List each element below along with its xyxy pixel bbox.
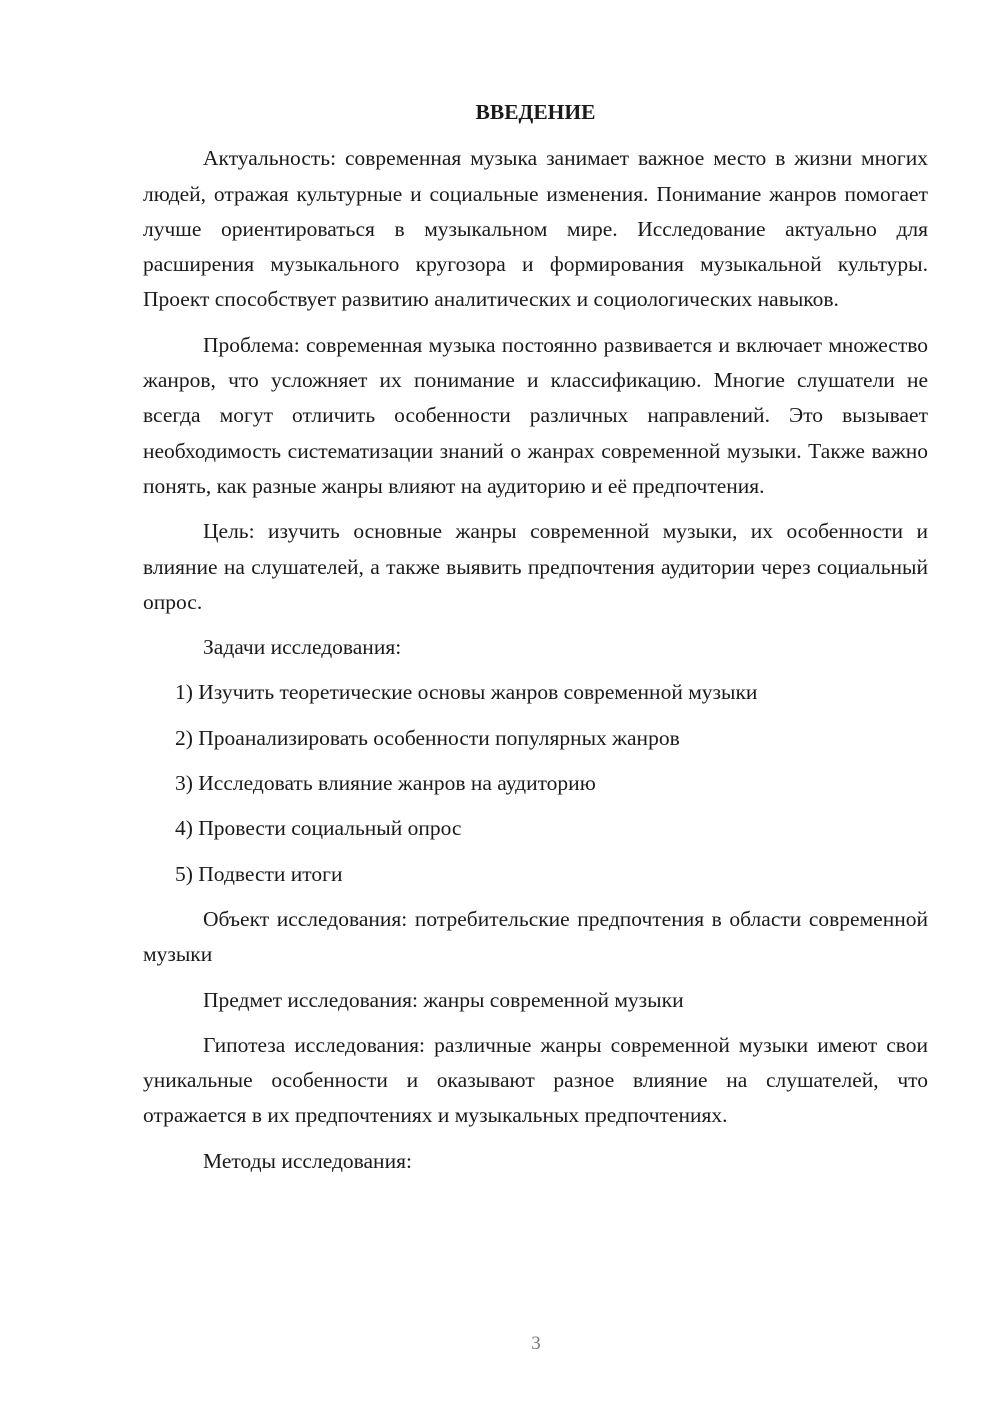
section-title: ВВЕДЕНИЕ: [475, 100, 596, 124]
methods-heading: Методы исследования:: [203, 1148, 412, 1173]
task-item-5: 5) Подвести итоги: [175, 861, 343, 886]
page-number: 3: [531, 1333, 541, 1354]
task-item-1: 1) Изучить теоретические основы жанров современной музыки: [175, 680, 758, 705]
document-page: [143, 95, 928, 1179]
object-paragraph: Объект исследования: потребительские предпочтения в области современной музыки: [143, 906, 928, 967]
task-item-2: 2) Проанализировать особенности популярных жанров: [175, 725, 680, 750]
problem-paragraph: Проблема: современная музыка постоянно развивается и включает множество жанров, что усложняет их понимание и классификацию. Многие слушатели не всегда могут отличить особенности различных направлений. Это вызывает необходимость систематизации знаний о жанрах современной музыки. Также важно понять, как разные жанры влияют на аудиторию и её предпочтения.: [143, 332, 928, 498]
goal-paragraph: Цель: изучить основные жанры современной музыки, их особенности и влияние на слушателей, а также выявить предпочтения аудитории через социальный опрос.: [143, 519, 928, 614]
tasks-heading: Задачи исследования:: [203, 635, 402, 660]
task-item-3: 3) Исследовать влияние жанров на аудиторию: [175, 771, 596, 796]
task-item-4: 4) Провести социальный опрос: [175, 816, 462, 841]
subject-paragraph: Предмет исследования: жанры современной музыки: [203, 987, 684, 1012]
relevance-paragraph: Актуальность: современная музыка занимает важное место в жизни многих людей, отражая культурные и социальные изменения. Понимание жанров помогает лучше ориентироваться в музыкальном мире. Исследование актуально для расширения музыкального кругозора и формирования музыкальной культуры. Проект способствует развитию аналитических и социологических навыков.: [143, 146, 928, 312]
hypothesis-paragraph: Гипотеза исследования: различные жанры современной музыки имеют свои уникальные особенности и оказывают разное влияние на слушателей, что отражается в их предпочтениях и музыкальных предпочтениях.: [143, 1032, 928, 1128]
